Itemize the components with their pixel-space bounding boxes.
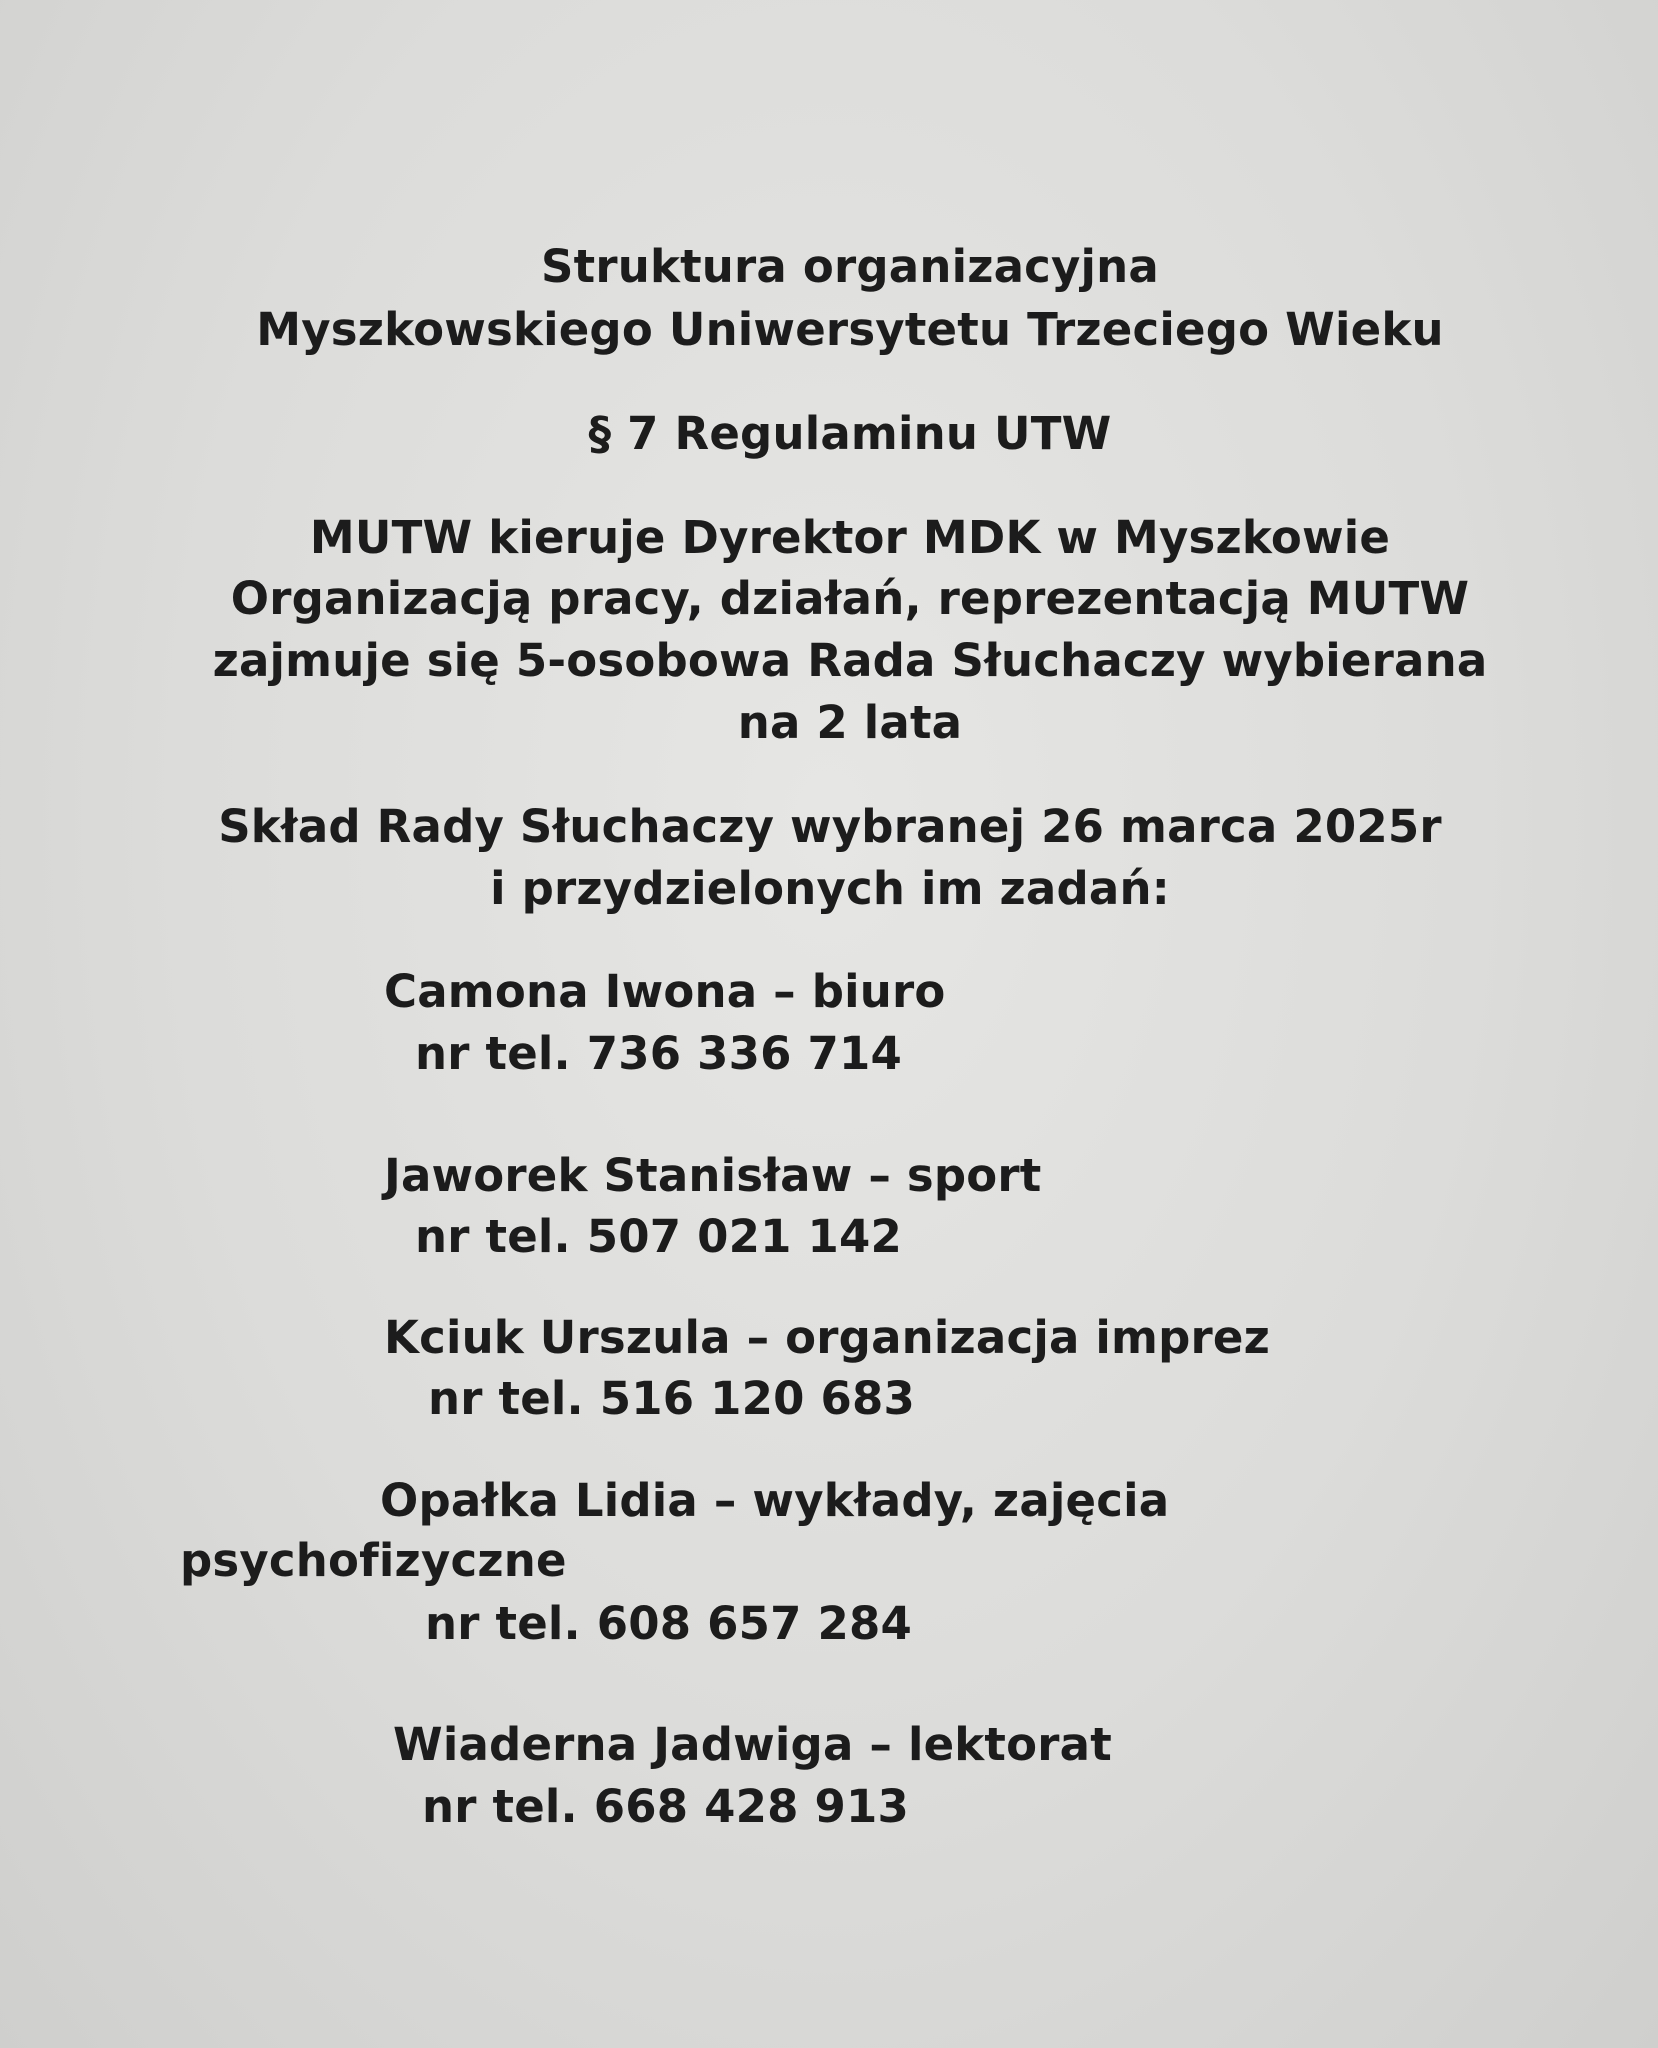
intro-line-2: Organizacją pracy, działań, reprezentacją MUTW bbox=[230, 572, 1470, 625]
member-name-task: Opałka Lidia – wykłady, zajęcia bbox=[380, 1474, 1170, 1527]
intro-line-1: MUTW kieruje Dyrektor MDK w Myszkowie bbox=[309, 511, 1391, 564]
member-phone: nr tel. 507 021 142 bbox=[415, 1210, 903, 1263]
member-phone: nr tel. 736 336 714 bbox=[415, 1027, 903, 1080]
regulation-reference: § 7 Regulaminu UTW bbox=[588, 407, 1112, 460]
intro-line-4: na 2 lata bbox=[737, 696, 963, 749]
member-name-task: Camona Iwona – biuro bbox=[384, 965, 946, 1018]
member-name-task: Wiaderna Jadwiga – lektorat bbox=[393, 1718, 1112, 1771]
council-heading-line-1: Skład Rady Słuchaczy wybranej 26 marca 2025r bbox=[218, 800, 1442, 853]
intro-line-3: zajmuje się 5-osobowa Rada Słuchaczy wybierana bbox=[212, 634, 1488, 687]
member-name-task: Kciuk Urszula – organizacja imprez bbox=[384, 1311, 1271, 1364]
council-heading-line-2: i przydzielonych im zadań: bbox=[490, 862, 1170, 915]
document-title-line-1: Struktura organizacyjna bbox=[541, 240, 1159, 293]
member-name-task-continued: psychofizyczne bbox=[180, 1534, 567, 1587]
member-phone: nr tel. 608 657 284 bbox=[425, 1597, 913, 1650]
member-phone: nr tel. 668 428 913 bbox=[422, 1780, 910, 1833]
document-title-line-2: Myszkowskiego Uniwersytetu Trzeciego Wieku bbox=[256, 303, 1444, 356]
member-name-task: Jaworek Stanisław – sport bbox=[384, 1149, 1042, 1202]
member-phone: nr tel. 516 120 683 bbox=[428, 1372, 916, 1425]
